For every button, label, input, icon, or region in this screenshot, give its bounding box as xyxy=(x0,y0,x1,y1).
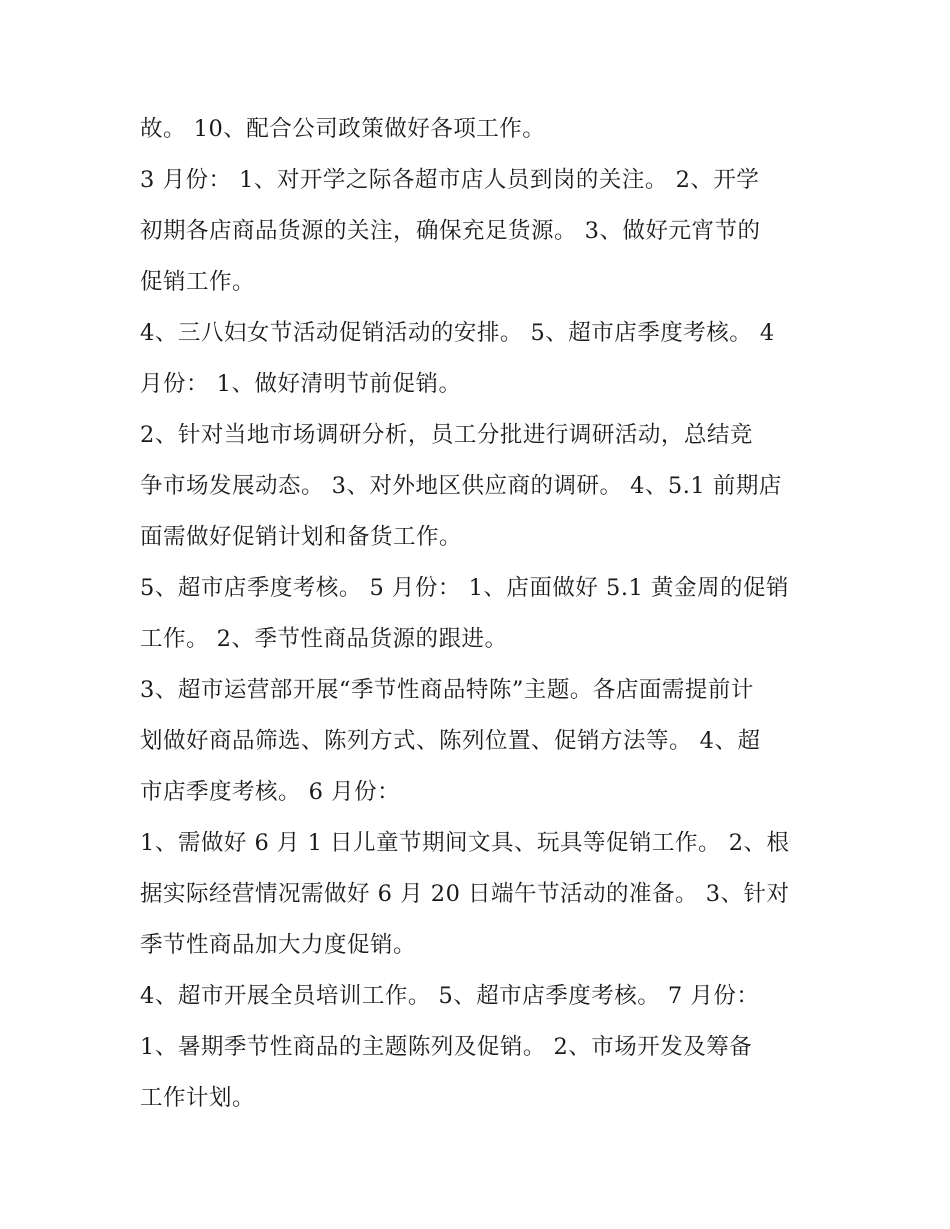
text-line: 3 月份： 1、对开学之际各超市店人员到岗的关注。 2、开学 xyxy=(140,167,760,193)
text-line: 5、超市店季度考核。 5 月份： 1、店面做好 5.1 黄金周的促销 xyxy=(140,575,789,601)
text-line: 争市场发展动态。 3、对外地区供应商的调研。 4、5.1 前期店 xyxy=(140,473,782,499)
text-line: 划做好商品筛选、陈列方式、陈列位置、促销方法等。 4、超 xyxy=(140,728,761,754)
text-line: 1、暑期季节性商品的主题陈列及促销。 2、市场开发及筹备 xyxy=(140,1034,753,1060)
text-line: 据实际经营情况需做好 6 月 20 日端午节活动的准备。 3、针对 xyxy=(140,881,790,907)
text-line: 3、超市运营部开展“季节性商品特陈”主题。各店面需提前计 xyxy=(140,677,754,703)
paragraph-6 xyxy=(140,665,820,818)
paragraph-4 xyxy=(140,410,820,563)
text-line: 月份： 1、做好清明节前促销。 xyxy=(140,371,462,397)
text-line: 工作。 2、季节性商品货源的跟进。 xyxy=(140,626,508,652)
text-line: 故。 10、配合公司政策做好各项工作。 xyxy=(140,116,546,142)
paragraph-5 xyxy=(140,563,820,665)
paragraph-8 xyxy=(140,971,820,1022)
paragraph-2 xyxy=(140,155,820,308)
text-line: 季节性商品加大力度促销。 xyxy=(140,932,417,958)
text-line: 4、超市开展全员培训工作。 5、超市店季度考核。 7 月份： xyxy=(140,983,760,1009)
text-line: 初期各店商品货源的关注，确保充足货源。 3、做好元宵节的 xyxy=(140,218,761,244)
text-line: 面需做好促销计划和备货工作。 xyxy=(140,524,463,550)
text-line: 1、需做好 6 月 1 日儿童节期间文具、玩具等促销工作。 2、根 xyxy=(140,830,790,856)
paragraph-7 xyxy=(140,818,820,971)
text-line: 工作计划。 xyxy=(140,1085,256,1111)
document-body xyxy=(140,104,820,1124)
text-line: 市店季度考核。 6 月份： xyxy=(140,779,401,805)
paragraph-9 xyxy=(140,1022,820,1124)
text-line: 促销工作。 xyxy=(140,269,256,295)
paragraph-1 xyxy=(140,104,820,155)
paragraph-3 xyxy=(140,308,820,410)
text-line: 2、针对当地市场调研分析，员工分批进行调研活动，总结竞 xyxy=(140,422,753,448)
text-line: 4、三八妇女节活动促销活动的安排。 5、超市店季度考核。 4 xyxy=(140,320,775,346)
